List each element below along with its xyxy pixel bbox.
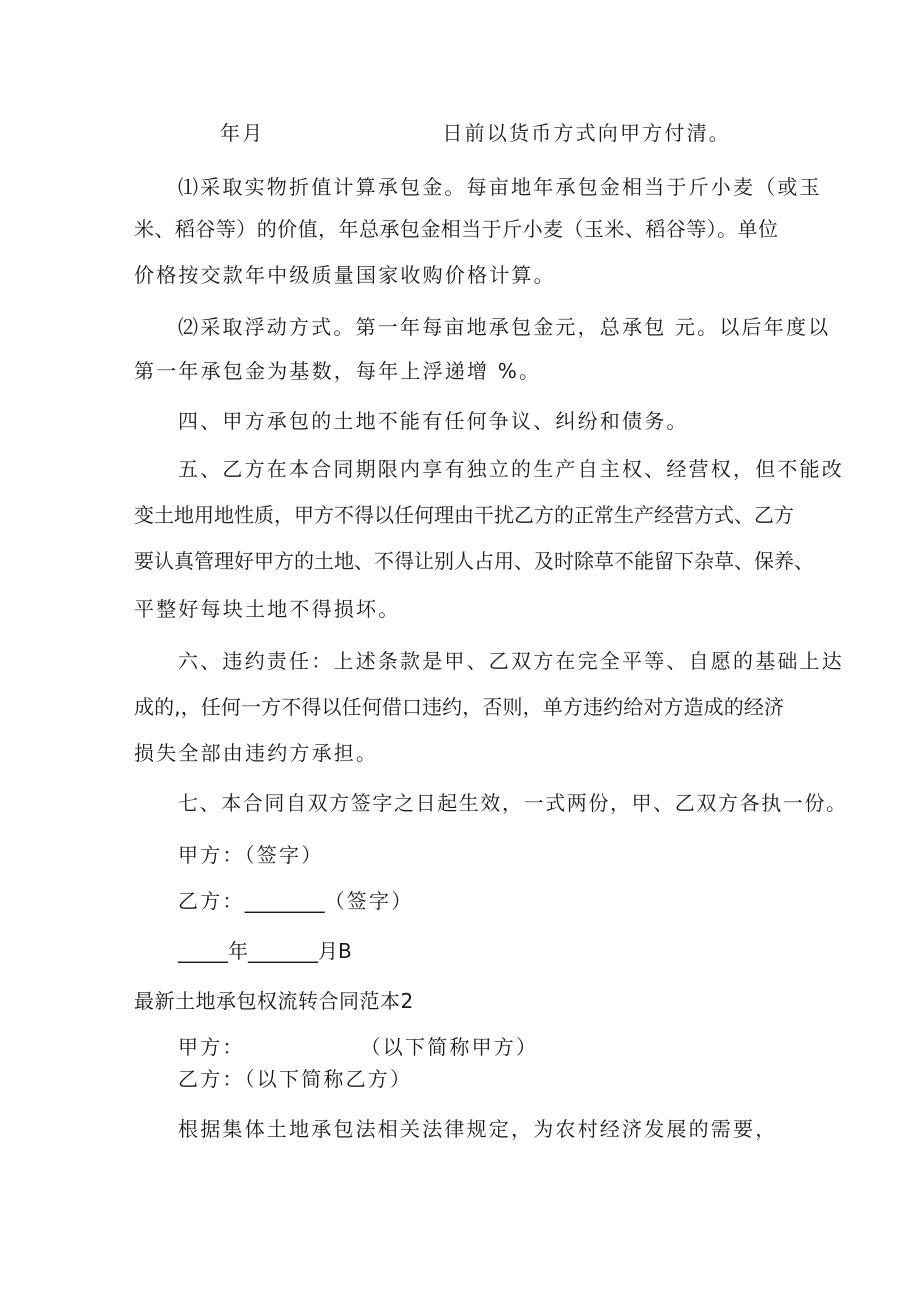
payment-date-rest: 日前以货币方式向甲方付清。 [442, 121, 732, 145]
clause5-line-3: 要认真管理好甲方的土地、不得让别人占用、及时除草不能留下杂草、保养、 [134, 549, 814, 573]
clause5-line-2: 变土地用地性质，甲方不得以任何理由干扰乙方的正常生产经营方式、乙方 [134, 503, 794, 527]
clause-4: 四、甲方承包的土地不能有任何争议、纠纷和债务。 [178, 409, 689, 433]
clause-7: 七、本合同自双方签字之日起生效，一式两份，甲、乙双方各执一份。 [178, 791, 848, 815]
item2-line-2: 第一年承包金为基数，每年上浮递增 %。 [134, 359, 542, 383]
contract-2-preamble: 根据集体土地承包法相关法律规定，为农村经济发展的需要， [178, 1117, 778, 1141]
clause5-line-4: 平整好每块土地不得损坏。 [134, 597, 401, 621]
clause6-line-2: 成的,，任何一方不得以任何借口违约，否则，单方违约给对方造成的经济 [134, 695, 784, 719]
clause5-line-1: 五、乙方在本合同期限内享有独立的生产自主权、经营权，但不能改 [178, 457, 844, 481]
item1-line-2: 米、稻谷等）的价值，年总承包金相当于斤小麦（玉米、稻谷等）。单位 [134, 217, 778, 241]
payment-date-line [220, 120, 731, 146]
signature-party-b-label: 乙方： [178, 889, 245, 913]
payment-date-year-month: 年月 [220, 121, 265, 145]
contract-2-party-a [178, 1034, 538, 1060]
signature-party-a: 甲方：（签字） [178, 843, 324, 867]
contract-2-title: 最新土地承包权流转合同范本2 [134, 989, 414, 1013]
clause6-line-1: 六、违约责任：上述条款是甲、乙双方在完全平等、自愿的基础上达 [178, 649, 844, 673]
clause6-line-3: 损失全部由违约方承担。 [134, 741, 379, 765]
signature-date [178, 938, 352, 964]
signature-party-b-note: （签字） [324, 889, 414, 913]
contract-2-party-a-note: （以下简称甲方） [360, 1035, 539, 1059]
signature-party-b [178, 888, 413, 914]
contract-2-party-a-label: 甲方： [178, 1035, 245, 1059]
item1-line-1: ⑴采取实物折值计算承包金。每亩地年承包金相当于斤小麦（或玉 [178, 175, 822, 199]
date-year: 年 [228, 939, 248, 963]
item1-line-3: 价格按交款年中级质量国家收购价格计算。 [134, 263, 556, 287]
contract-2-party-b: 乙方：（以下简称乙方） [178, 1067, 413, 1091]
date-blank-month: _______ [248, 939, 318, 963]
signature-party-b-blank: ________ [244, 889, 325, 913]
date-blank-year: _____ [178, 939, 228, 963]
item2-line-1: ⑵采取浮动方式。第一年每亩地承包金元，总承包 元。以后年度以 [178, 315, 831, 339]
date-month: 月B [318, 939, 352, 963]
